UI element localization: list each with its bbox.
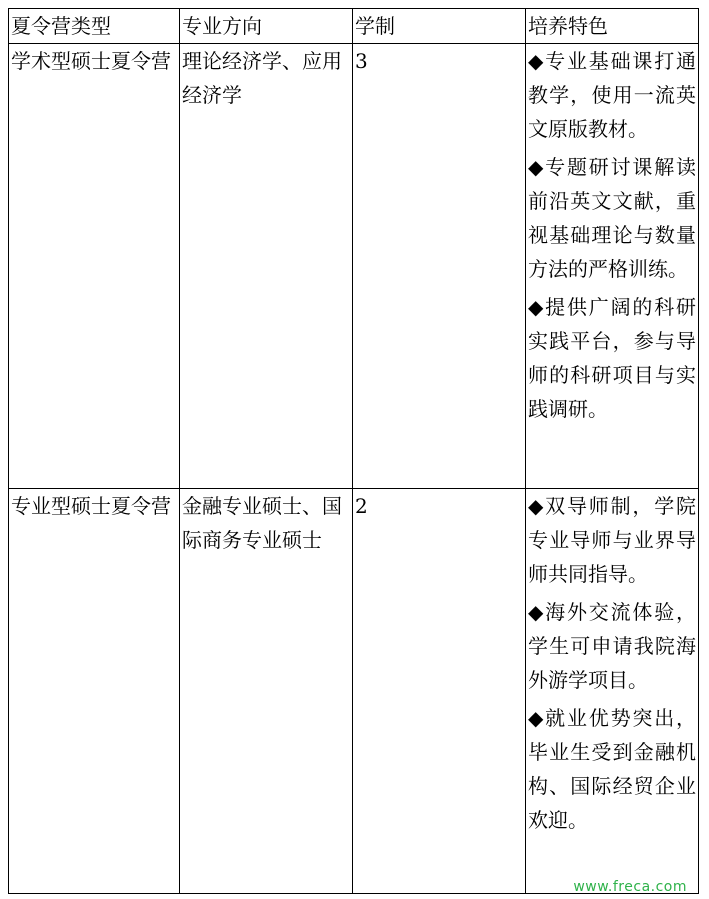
cell-camp-type: 专业型硕士夏令营 — [9, 489, 180, 894]
feature-item: ◆就业优势突出，毕业生受到金融机构、国际经贸企业欢迎。 — [528, 706, 696, 832]
feature-item: ◆双导师制，学院专业导师与业界导师共同指导。 — [528, 494, 696, 586]
document-body — [8, 8, 699, 894]
table-row — [9, 489, 699, 894]
cell-duration: 2 — [353, 489, 526, 894]
table-row — [9, 44, 699, 489]
cell-camp-type: 学术型硕士夏令营 — [9, 44, 180, 489]
table-header-row — [9, 9, 699, 44]
header-duration: 学制 — [353, 9, 526, 44]
feature-item: ◆提供广阔的科研实践平台，参与导师的科研项目与实践调研。 — [528, 295, 696, 421]
cell-features — [526, 489, 699, 894]
feature-item: ◆海外交流体验，学生可申请我院海外游学项目。 — [528, 600, 696, 692]
header-camp-type: 夏令营类型 — [9, 9, 180, 44]
summer-camp-table — [8, 8, 699, 894]
cell-major-direction: 金融专业硕士、国际商务专业硕士 — [180, 489, 353, 894]
feature-item: ◆专业基础课打通教学，使用一流英文原版教材。 — [528, 49, 696, 141]
feature-item: ◆专题研讨课解读前沿英文文献，重视基础理论与数量方法的严格训练。 — [528, 155, 696, 281]
cell-duration: 3 — [353, 44, 526, 489]
cell-features — [526, 44, 699, 489]
site-watermark: www.freca.com — [573, 879, 687, 895]
header-major-direction: 专业方向 — [180, 9, 353, 44]
header-features: 培养特色 — [526, 9, 699, 44]
cell-major-direction: 理论经济学、应用经济学 — [180, 44, 353, 489]
